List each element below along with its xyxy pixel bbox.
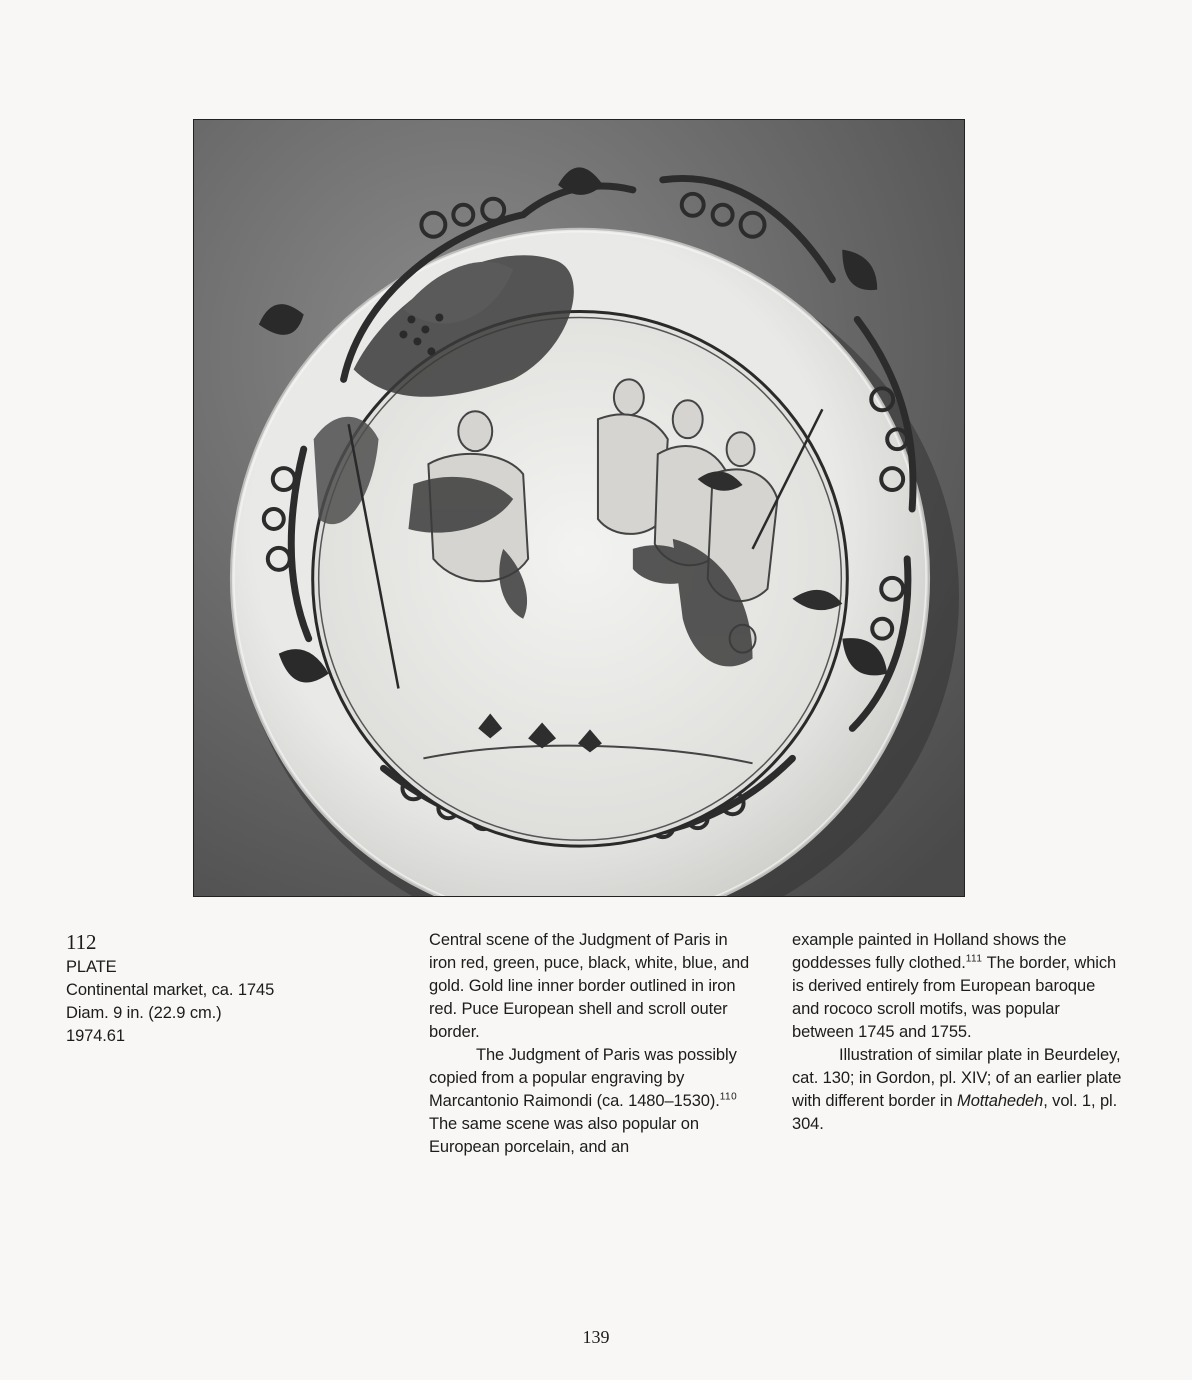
references-text-1: Illustration of similar plate in Beurdeley, cat. 130; in Gordon, pl. XIV; of an earlier plate with different border in xyxy=(792,1046,1122,1110)
dimensions: Diam. 9 in. (22.9 cm.) xyxy=(66,1004,222,1022)
commentary-text-1: The Judgment of Paris was possibly copied from a popular engraving by Marcantonio Raimondi (ca. 1480–1530). xyxy=(429,1046,737,1110)
commentary-text-2: The same scene was also popular on European porcelain, and an xyxy=(429,1115,699,1156)
body-text-column-2 xyxy=(792,929,1122,1136)
object-type: PLATE xyxy=(66,958,117,976)
plate-photograph xyxy=(193,119,965,897)
reference-title: Mottahedeh xyxy=(957,1092,1044,1110)
catalog-entry xyxy=(66,929,326,1048)
references-paragraph xyxy=(792,1044,1122,1136)
page-number: 139 xyxy=(582,1327,610,1347)
plate-illustration xyxy=(194,120,964,896)
commentary-paragraph xyxy=(429,1044,759,1159)
market-date: Continental market, ca. 1745 xyxy=(66,981,275,999)
commentary-continued xyxy=(792,929,1122,1044)
body-text-column-1 xyxy=(429,929,759,1159)
footnote-110: 110 xyxy=(719,1091,738,1103)
commentary-text-3: The border, which is derived entirely from European baroque and rococo scroll motifs, was popular between 1745 and 1755. xyxy=(792,954,1117,1041)
commentary-text-2b: example painted in Holland shows the goddesses fully clothed. xyxy=(792,931,1067,972)
accession-number: 1974.61 xyxy=(66,1027,125,1045)
description-paragraph: Central scene of the Judgment of Paris in iron red, green, puce, black, white, blue, and gold. Gold line inner border outlined in iron red. Puce European shell and scroll outer border. xyxy=(429,931,750,1041)
catalog-number: 112 xyxy=(66,930,97,954)
footnote-111: 111 xyxy=(965,953,983,965)
references-text-2: , vol. 1, pl. 304. xyxy=(792,1092,1118,1133)
